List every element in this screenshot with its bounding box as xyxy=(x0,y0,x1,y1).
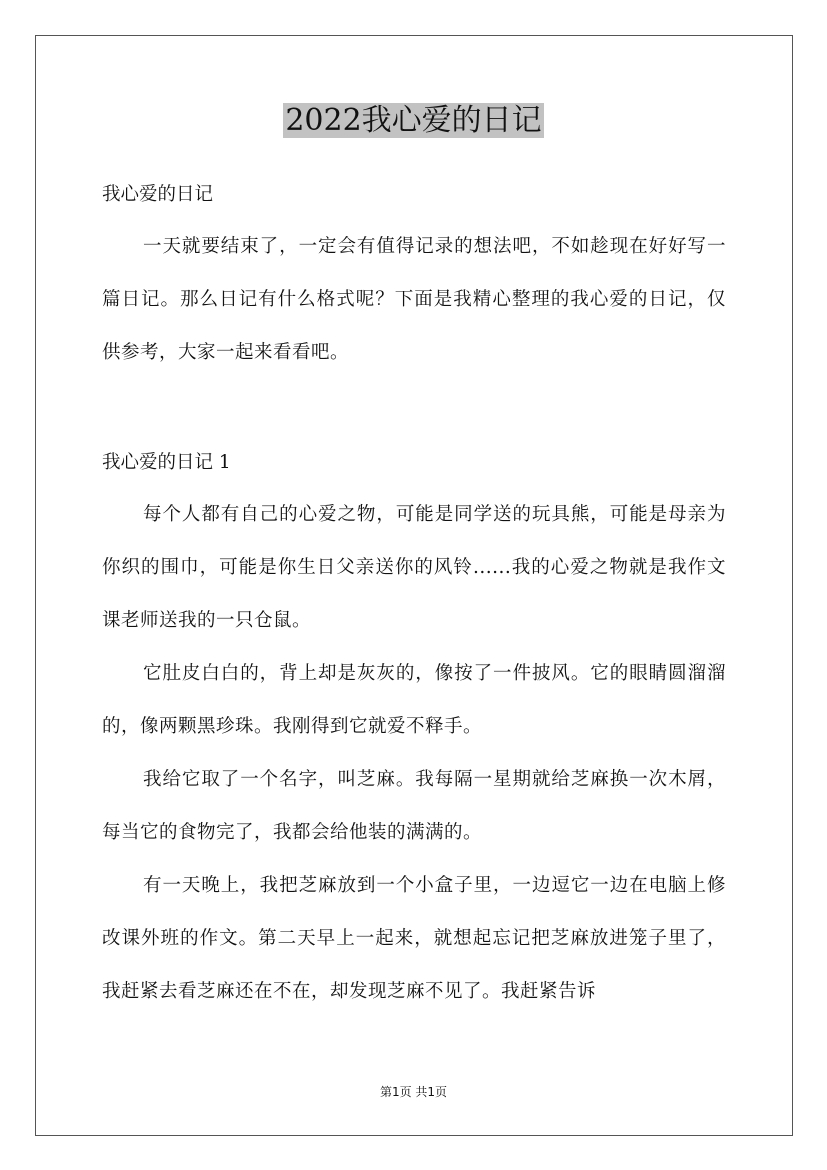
body-paragraph-3: 我给它取了一个名字，叫芝麻。我每隔一星期就给芝麻换一次木屑，每当它的食物完了，我都会给他装的满满的。 xyxy=(102,769,726,843)
section-heading: 我心爱的日记 1 xyxy=(102,452,231,473)
body-paragraph-1: 每个人都有自己的心爱之物，可能是同学送的玩具熊，可能是母亲为你织的围巾，可能是你生日父亲送你的风铃......我的心爱之物就是我作文课老师送我的一只仓鼠。 xyxy=(102,504,726,631)
intro-paragraph: 一天就要结束了，一定会有值得记录的想法吧，不如趁现在好好写一篇日记。那么日记有什么格式呢？下面是我精心整理的我心爱的日记，仅供参考，大家一起来看看吧。 xyxy=(102,236,726,363)
document-body xyxy=(102,170,726,1018)
page-footer: 第1页 共1页 xyxy=(379,1085,448,1099)
section-spacer xyxy=(102,379,726,438)
document-title: 2022我心爱的日记 xyxy=(285,103,542,138)
document-title-wrapper xyxy=(0,101,827,141)
intro-subtitle: 我心爱的日记 xyxy=(102,184,214,205)
body-paragraph-4: 有一天晚上，我把芝麻放到一个小盒子里，一边逗它一边在电脑上修改课外班的作文。第二天早上一起来，就想起忘记把芝麻放进笼子里了，我赶紧去看芝麻还在不在，却发现芝麻不见了。我赶紧告诉 xyxy=(102,875,726,1002)
body-paragraph-2: 它肚皮白白的，背上却是灰灰的，像按了一件披风。它的眼睛圆溜溜的，像两颗黑珍珠。我刚得到它就爱不释手。 xyxy=(102,663,726,737)
